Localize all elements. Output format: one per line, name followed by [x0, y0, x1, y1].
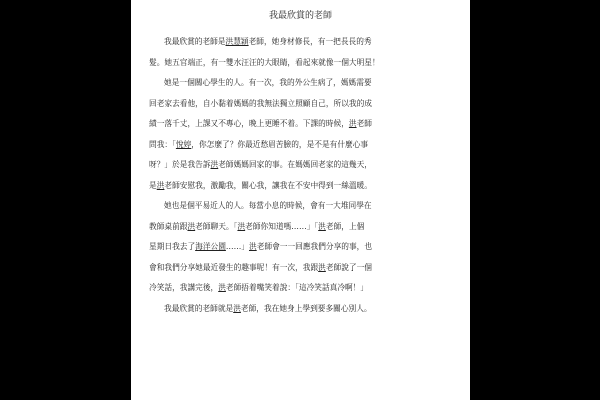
- proper-noun-underlined: 悅婷: [175, 139, 192, 149]
- text-line: [149, 278, 452, 299]
- text-run: 老師會一一回應我們分享的事，也: [256, 242, 373, 251]
- text-run: 是: [149, 180, 157, 190]
- text-run: 冷笑話，我講完後，: [149, 283, 219, 292]
- text-line: [149, 217, 452, 238]
- text-run: 老師媽媽回家的事。在媽媽回老家的這幾天，: [218, 160, 372, 169]
- text-run: 老師: [356, 119, 372, 128]
- text-run: 問我：「: [149, 139, 176, 149]
- document-page: [131, 0, 470, 400]
- text-run: 老師捂着嘴笑着說：「這冷笑話真冷啊！」: [225, 283, 369, 292]
- text-line: [149, 73, 452, 94]
- text-run: 我最欣賞的老師是: [164, 37, 226, 46]
- paragraph: [149, 196, 452, 299]
- proper-noun-underlined: 洪: [156, 180, 165, 190]
- proper-noun-underlined: 洪: [237, 221, 246, 231]
- proper-noun-underlined: 洪: [318, 221, 326, 231]
- text-run: 星期日我去了: [149, 242, 196, 251]
- text-run: 老師，她身材修長，有一把長長的秀: [248, 37, 372, 46]
- proper-noun-underlined: 洪: [348, 119, 357, 128]
- text-run: ……」: [225, 242, 249, 251]
- text-run: 老師安慰我，激勵我，關心我，讓我在不安中得到一絲溫暖。: [164, 180, 372, 190]
- proper-noun-underlined: 洪: [318, 262, 326, 272]
- text-line: [149, 32, 452, 53]
- paragraph: [149, 73, 452, 196]
- proper-noun-underlined: 洪慧穎: [225, 37, 249, 46]
- text-line: [149, 94, 452, 115]
- essay-body: [149, 32, 452, 319]
- proper-noun-underlined: 海洋公園: [195, 242, 226, 251]
- text-line: [149, 196, 452, 217]
- text-run: 績一落千丈，上課又不專心，晚上更睡不着。下課的時候，: [149, 119, 349, 128]
- text-line: [149, 53, 452, 74]
- text-line: [149, 176, 452, 197]
- text-line: [149, 299, 452, 320]
- text-run: 教師桌前跟: [149, 221, 188, 231]
- text-run: 她也是個平易近人的人。每當小息的時候，會有一大堆同學在: [164, 201, 372, 210]
- text-line: [149, 135, 452, 156]
- text-run: 老師，上個: [325, 221, 365, 231]
- paragraph: [149, 32, 452, 73]
- text-run: 老師你知道嗎……」「: [245, 221, 319, 231]
- text-line: [149, 237, 452, 258]
- text-line: [149, 155, 452, 176]
- text-run: 髮。她五官端正，有一雙水汪汪的大眼睛，看起來就像一個大明星！: [149, 57, 380, 67]
- paragraph: [149, 299, 452, 320]
- proper-noun-underlined: 洪: [218, 283, 226, 292]
- proper-noun-underlined: 洪: [248, 242, 257, 251]
- essay-title: 我最欣賞的老師: [268, 11, 332, 21]
- proper-noun-underlined: 洪: [187, 221, 196, 231]
- proper-noun-underlined: 洪: [233, 303, 241, 313]
- text-run: 會和我們分享她最近發生的趣事呢！有一次，我跟: [149, 262, 319, 272]
- text-run: 我最欣賞的老師就是: [164, 303, 234, 313]
- text-line: [149, 258, 452, 279]
- text-run: ，你怎麼了？你最近愁眉苦臉的，是不是有什麼心事: [191, 139, 369, 149]
- text-run: 老師聊天。「: [195, 221, 238, 231]
- text-run: 老師，我在她身上學到要多關心別人。: [240, 303, 372, 313]
- text-line: [149, 114, 452, 135]
- text-run: 老師說了一個: [325, 262, 372, 272]
- text-run: 呀？」於是我告訴: [149, 160, 211, 169]
- proper-noun-underlined: 洪: [210, 160, 219, 169]
- text-run: 她是一個關心學生的人。有一次，我的外公生病了，媽媽需要: [164, 78, 372, 87]
- text-run: 回老家去看他，自小黏着媽媽的我無法獨立照顧自己，所以我的成: [149, 98, 372, 108]
